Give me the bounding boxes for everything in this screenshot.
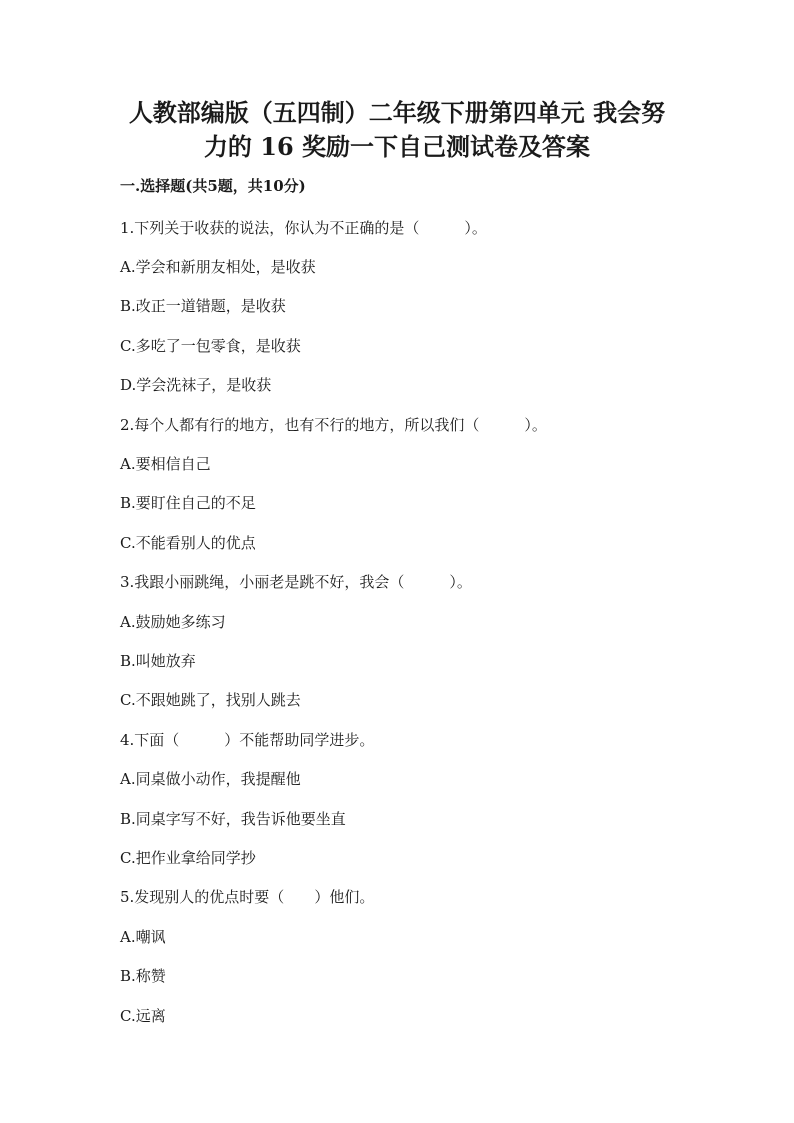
- question-3-stem: 3.我跟小丽跳绳，小丽老是跳不好，我会（ ）。: [120, 573, 472, 591]
- question-3-option-c: C.不跟她跳了，找别人跳去: [120, 691, 301, 709]
- question-1-stem: 1.下列关于收获的说法，你认为不正确的是（ ）。: [120, 219, 487, 237]
- question-2-option-b: B.要盯住自己的不足: [120, 494, 256, 512]
- question-5-option-a: A.嘲讽: [120, 928, 166, 946]
- question-4-option-a: A.同桌做小动作，我提醒他: [120, 770, 301, 788]
- question-5-stem: 5.发现别人的优点时要（ ）他们。: [120, 888, 375, 906]
- question-2-option-c: C.不能看别人的优点: [120, 534, 256, 552]
- question-1-option-d: D.学会洗袜子，是收获: [120, 376, 272, 394]
- question-3-option-a: A.鼓励她多练习: [120, 613, 226, 631]
- question-5-option-b: B.称赞: [120, 967, 166, 985]
- question-2-stem: 2.每个人都有行的地方，也有不行的地方，所以我们（ ）。: [120, 416, 547, 434]
- question-4-option-c: C.把作业拿给同学抄: [120, 849, 256, 867]
- question-3-option-b: B.叫她放弃: [120, 652, 196, 670]
- title-line-1: 人教部编版（五四制）二年级下册第四单元 我会努: [128, 98, 666, 127]
- question-4-option-b: B.同桌字写不好，我告诉他要坐直: [120, 810, 346, 828]
- document-title: [100, 96, 694, 164]
- question-5-option-c: C.远离: [120, 1007, 166, 1025]
- question-1-option-a: A.学会和新朋友相处，是收获: [120, 258, 316, 276]
- question-1-option-c: C.多吃了一包零食，是收获: [120, 337, 301, 355]
- title-line-2: 力的 16 奖励一下自己测试卷及答案: [203, 132, 591, 161]
- question-2-option-a: A.要相信自己: [120, 455, 211, 473]
- section-heading: 一.选择题(共5题，共10分): [120, 177, 306, 195]
- question-1-option-b: B.改正一道错题，是收获: [120, 297, 286, 315]
- question-4-stem: 4.下面（ ）不能帮助同学进步。: [120, 731, 375, 749]
